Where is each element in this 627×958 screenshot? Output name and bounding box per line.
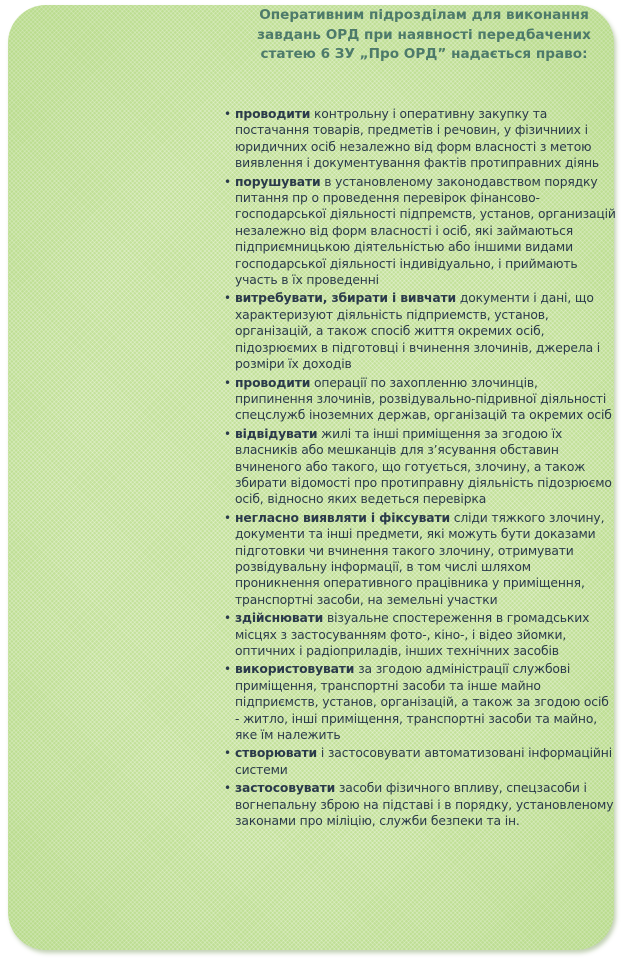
item-term: відвідувати bbox=[235, 426, 318, 441]
bullet-icon: • bbox=[224, 611, 231, 626]
item-text: в установленому законодавством порядку питання пр о проведення перевірок фінансово-господарської діяльності підпремств, установ, организацій незалежно від форм власності і осіб, які займаються підприємницькою діятельністью або іншими видами господарської діяльності індивідуально, і приймають участь в їх проведенні bbox=[235, 174, 616, 288]
list-item bbox=[224, 290, 616, 372]
list-item bbox=[224, 426, 616, 508]
list-item bbox=[224, 174, 616, 289]
item-term: проводити bbox=[235, 375, 311, 390]
item-text: за згодою адміністрації службові приміщення, транспортні засоби та інше майно підприємств, установ, організацій, а також за згодою осіб - житло, інші приміщення, транспортні засоби та майно, яке їм належить bbox=[235, 662, 609, 743]
page-title: Оперативним підрозділам для виконання завдань ОРД при наявності передбачених статею 6 ЗУ „Про ОРД” надається право: bbox=[257, 7, 591, 62]
bullet-icon: • bbox=[224, 291, 231, 306]
bullet-icon: • bbox=[224, 662, 231, 677]
item-term: порушувати bbox=[235, 174, 321, 189]
bullet-icon: • bbox=[224, 375, 231, 390]
list-item bbox=[224, 661, 616, 743]
list-item bbox=[224, 375, 616, 424]
list-item bbox=[224, 780, 616, 829]
list-item bbox=[224, 745, 616, 778]
bullet-icon: • bbox=[224, 107, 231, 121]
item-term: проводити bbox=[235, 107, 311, 121]
bullet-icon: • bbox=[224, 510, 231, 525]
item-term: застосовувати bbox=[235, 781, 336, 796]
bullet-icon: • bbox=[224, 426, 231, 441]
item-text: операції по захопленню злочинців, припинення злочинів, розвідувально-підривної діяльності спецслужб іноземних держав, організацій та окремих осіб bbox=[235, 375, 612, 423]
list-item bbox=[224, 610, 616, 659]
item-term: витребувати, збирати і вивчати bbox=[235, 291, 457, 306]
list-item bbox=[224, 106, 616, 172]
item-term: здійснювати bbox=[235, 611, 324, 626]
bullet-icon: • bbox=[224, 781, 231, 796]
item-term: використовувати bbox=[235, 662, 355, 677]
item-text: жилі та інші приміщення за згодою їх власників або мешканців для з’ясування обставин вчиненого або такого, що готується, злочину, а також збирати відомості про протиправну діяльність підозрюємо осіб, відносно яких ведеться перевірка bbox=[235, 426, 612, 507]
item-text: засоби фізичного впливу, спецзасоби і вогнепальну зброю на підставі і в порядку, установленому законами про міліцію, служби безпеки та ін. bbox=[235, 781, 614, 829]
rights-list bbox=[224, 106, 616, 831]
item-term: негласно виявляти і фіксувати bbox=[235, 510, 450, 525]
item-text: контрольну і оперативну закупку та постачання товарів, предметів і речовин, у фізичниих і юридичних осіб незалежно від форм власності з метою виявлення і документування фактів протиправних діянь bbox=[235, 107, 600, 171]
bullet-icon: • bbox=[224, 746, 231, 761]
item-text: візуальне спостереження в громадських місцях з застосуванням фото-, кіно-, і відео зйомки, оптичних і радіоприладів, інших технічних засобів bbox=[235, 611, 590, 658]
item-text: документи і дані, що характеризуют діяльність підприемств, установ, організацій, а також спосіб життя окремих осіб, підозрюємих в підготовці і вчинення злочинів, джерела і розміри їх доходів bbox=[235, 291, 601, 372]
bullet-icon: • bbox=[224, 174, 231, 189]
item-text: сліди тяжкого злочину, документи та інші предмети, які можуть бути доказами підготовки чи вчинення такого злочину, отримувати розвідувальну інформації, в том числі шляхом проникнення оперативного працівника у приміщення, транспортні засоби, на земельні участки bbox=[235, 510, 605, 607]
list-item bbox=[224, 510, 616, 608]
item-term: створювати bbox=[235, 746, 318, 761]
item-text: і застосовувати автоматизовані інформаційні системи bbox=[235, 746, 612, 777]
